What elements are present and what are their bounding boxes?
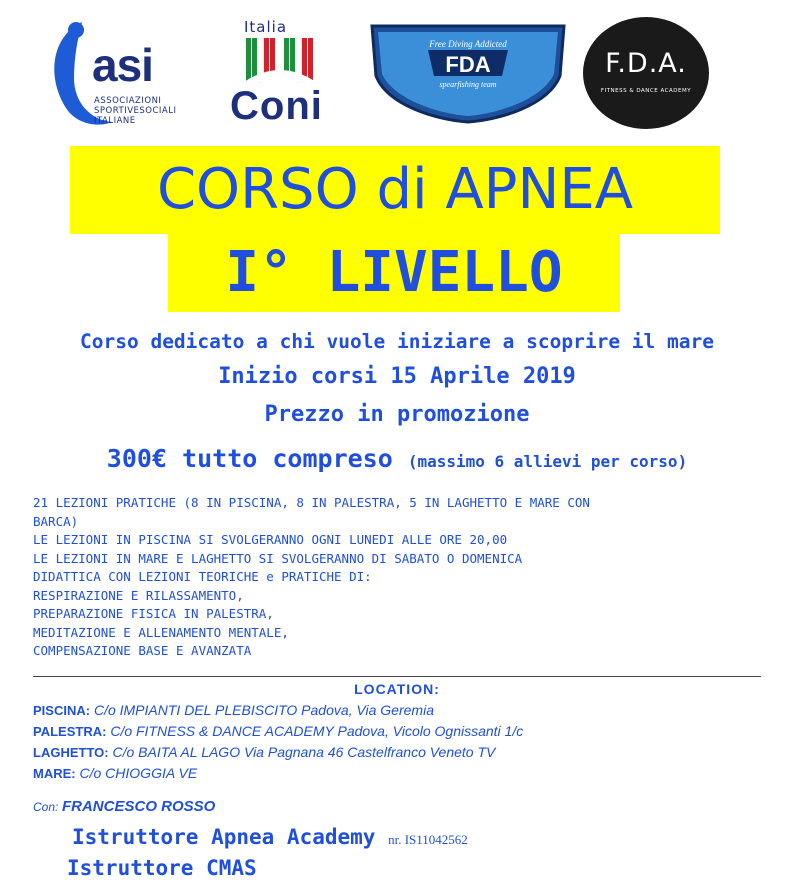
course-tagline: Corso dedicato a chi vuole iniziare a scoprire il mare (80, 330, 714, 353)
location-item (33, 742, 523, 763)
divider (33, 676, 761, 677)
fda-logo (368, 20, 568, 124)
course-start-date: Inizio corsi 15 Aprile 2019 (218, 364, 576, 389)
course-title: CORSO di APNEA (70, 146, 720, 234)
detail-line: PREPARAZIONE FISICA IN PALESTRA, (33, 606, 274, 621)
location-label: LAGHETTO: (33, 745, 109, 760)
location-text: C/o FITNESS & DANCE ACADEMY Padova, Vicolo Ognissanti 1/c (110, 723, 524, 739)
promo-label: Prezzo in promozione (264, 402, 530, 427)
instructor-name: FRANCESCO ROSSO (61, 798, 216, 815)
course-level: I° LIVELLO (168, 234, 620, 312)
instructor-role-cmas: Istruttore CMAS (67, 856, 257, 880)
asi-line2: SPORTIVESOCIALI (94, 106, 177, 116)
location-label: MARE: (33, 766, 76, 781)
detail-line: DIDATTICA CON LEZIONI TEORICHE e PRATICHE DI: (33, 569, 372, 584)
price-note: (massimo 6 allievi per corso) (407, 452, 688, 471)
coni-flag-icon (244, 38, 364, 88)
asi-logo (42, 16, 192, 131)
fda-bottom-text: spearfishing team (439, 80, 497, 89)
location-item (33, 721, 523, 742)
course-details (33, 494, 773, 661)
detail-line: COMPENSAZIONE BASE E AVANZATA (33, 643, 252, 658)
price-text: 300€ tutto compreso (106, 444, 393, 473)
coni-logo-name: Coni (230, 84, 323, 128)
fda-top-text: Free Diving Addicted (429, 39, 507, 49)
fda-academy-subtitle: FITNESS & DANCE ACADEMY (600, 88, 692, 94)
detail-line: 21 LEZIONI PRATICHE (8 IN PISCINA, 8 IN PALESTRA, 5 IN LAGHETTO E MARE CON (33, 495, 590, 510)
instructor-role1: Istruttore Apnea Academy (72, 825, 376, 849)
detail-line: MEDITAZIONE E ALLENAMENTO MENTALE, (33, 624, 289, 640)
location-label: PISCINA: (33, 703, 91, 718)
coni-italia-label: Italia (244, 18, 288, 36)
instructor-line (33, 798, 215, 815)
asi-line1: ASSOCIAZIONI (94, 96, 162, 106)
location-item (33, 763, 523, 784)
location-title: LOCATION: (354, 681, 440, 697)
fda-academy-logo (581, 16, 711, 130)
fda-academy-name: F.D.A. (605, 48, 687, 79)
detail-line: LE LEZIONI IN MARE E LAGHETTO SI SVOLGERANNO DI SABATO O DOMENICA (33, 550, 523, 566)
price-line (0, 444, 794, 473)
asi-line3: ITALIANE (94, 116, 136, 126)
coni-logo (230, 18, 350, 128)
instructor-role1-number: nr. IS11042562 (388, 832, 468, 847)
detail-line: BARCA) (33, 513, 79, 529)
location-label: PALESTRA: (33, 724, 107, 739)
fda-logo-name: FDA (445, 52, 491, 77)
instructor-con-label: Con: (33, 800, 59, 814)
location-item (33, 700, 523, 721)
location-list (33, 700, 523, 784)
asi-logo-subtitle (94, 96, 176, 126)
location-text: C/o IMPIANTI DEL PLEBISCITO Padova, Via Geremia (93, 702, 434, 718)
instructor-role-apnea (72, 825, 468, 849)
location-text: C/o BAITA AL LAGO Via Pagnana 46 Castelfranco Veneto TV (112, 744, 496, 760)
detail-line: LE LEZIONI IN PISCINA SI SVOLGERANNO OGNI LUNEDI ALLE ORE 20,00 (33, 532, 508, 547)
detail-line: RESPIRAZIONE E RILASSAMENTO, (33, 587, 244, 603)
location-text: C/o CHIOGGIA VE (79, 765, 198, 781)
asi-logo-name: asi (92, 39, 153, 91)
